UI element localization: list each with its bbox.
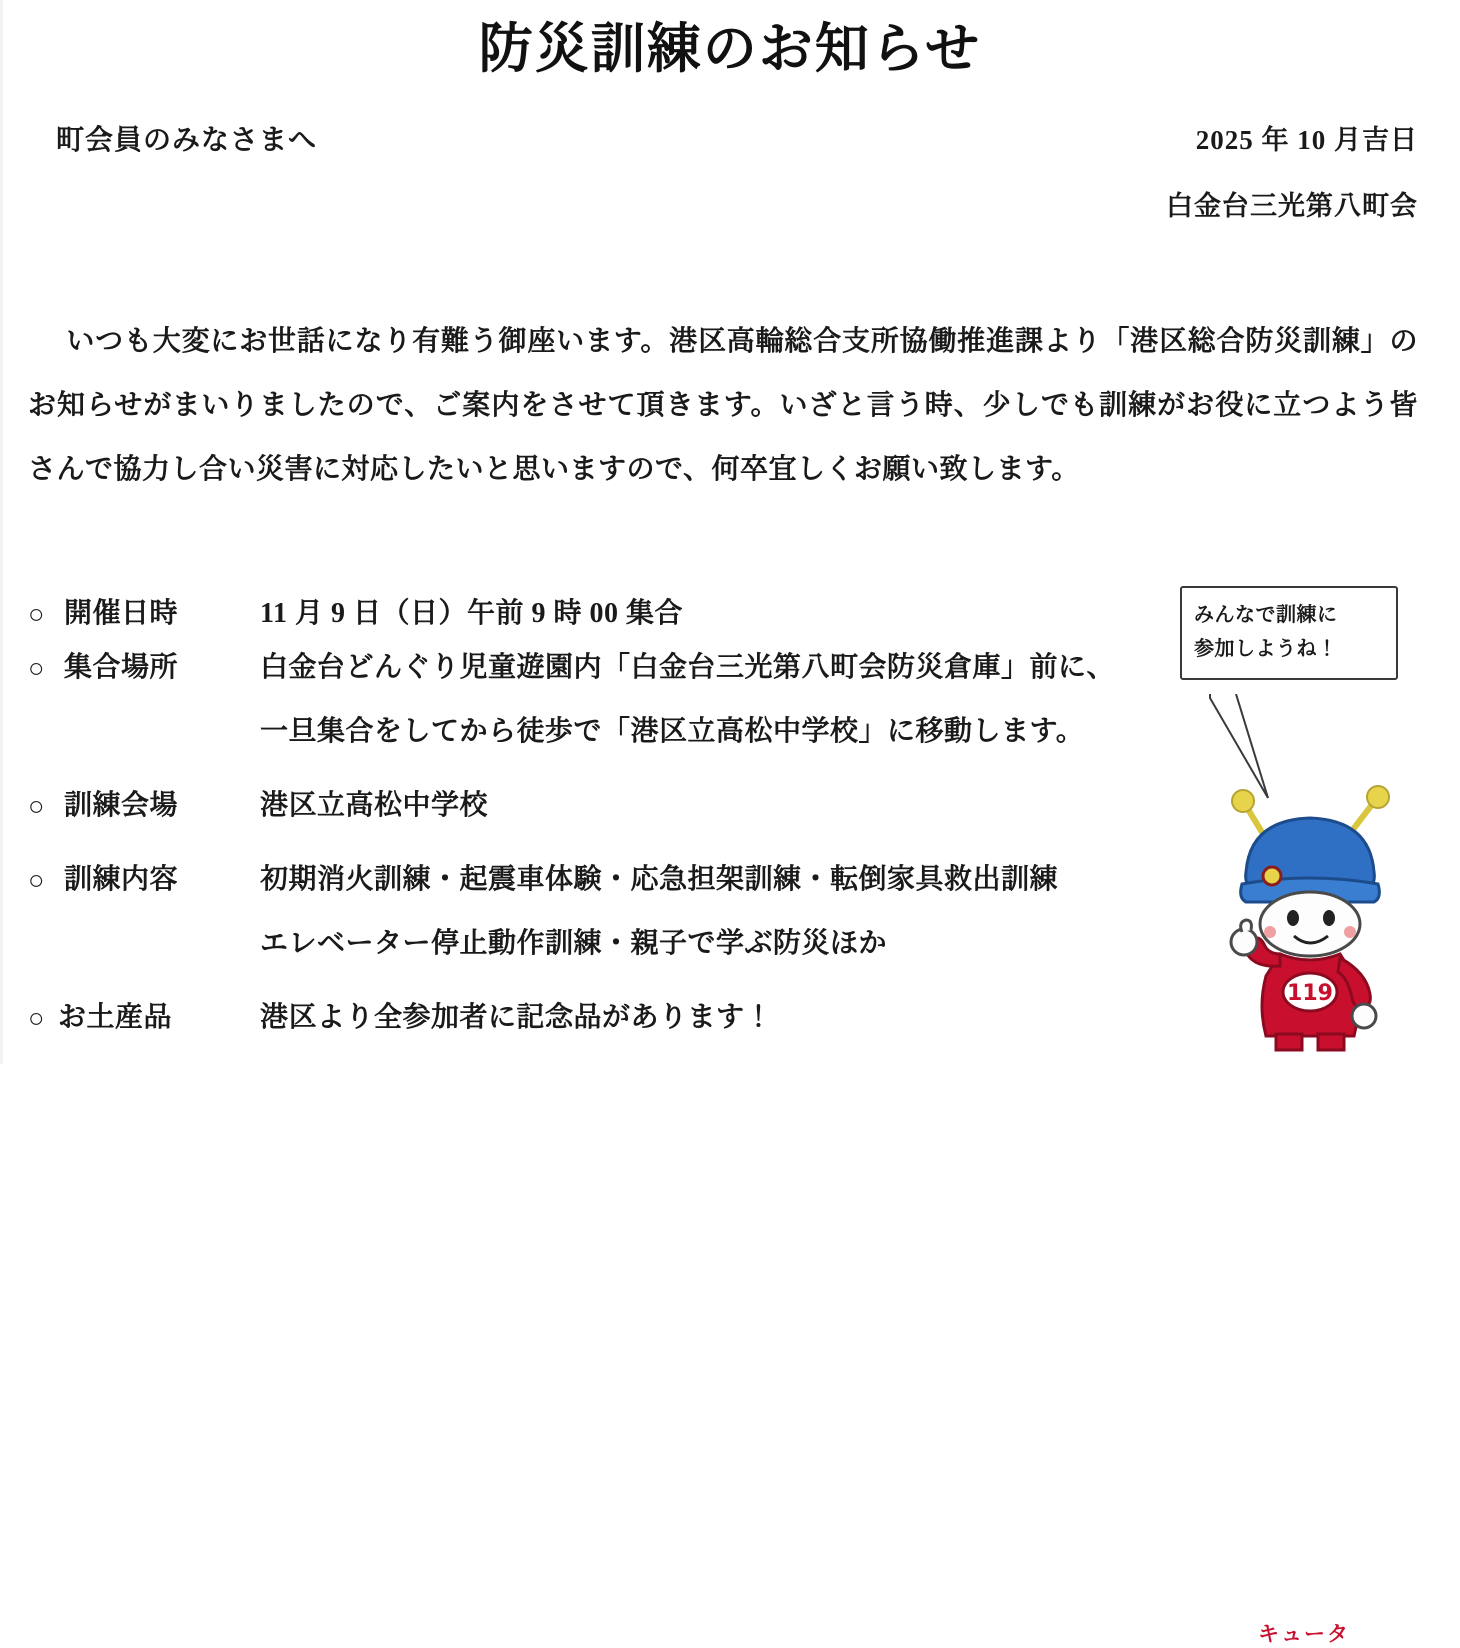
thumbs-up-hand-icon <box>1231 929 1257 955</box>
list-item-value-line2: エレベーター停止動作訓練・親子で学ぶ防災ほか <box>260 928 888 959</box>
leg-left-icon <box>1276 1034 1302 1050</box>
antenna-right-tip-icon <box>1367 786 1389 808</box>
badge-number: 119 <box>1287 981 1333 1006</box>
cheek-left-icon <box>1264 926 1276 938</box>
circle-bullet-icon: ○ <box>28 599 45 629</box>
list-item <box>28 996 1188 1040</box>
addressee-line: 町会員のみなさまへ <box>56 125 318 156</box>
list-item <box>28 784 1188 828</box>
list-item-label: 訓練会場 <box>64 790 179 821</box>
list-item-value <box>260 646 1188 754</box>
mascot-illustration <box>1180 586 1440 1646</box>
list-item-value-line1: 初期消火訓練・起震車体験・応急担架訓練・転倒家具救出訓練 <box>260 864 1059 895</box>
balloon-line-1: みんなで訓練に <box>1194 604 1338 626</box>
spacer <box>28 764 1188 784</box>
list-item-label: 集合場所 <box>64 652 179 683</box>
list-item <box>28 858 1188 966</box>
list-item-value-line2: 一旦集合をしてから徒歩で「港区立高松中学校」に移動します。 <box>260 716 1085 747</box>
list-item-value: 港区より全参加者に記念品があります！ <box>260 1002 774 1033</box>
details-list <box>28 592 1188 1050</box>
circle-bullet-icon: ○ <box>28 791 45 821</box>
body-paragraph-text: いつも大変にお世話になり有難う御座います。港区高輪総合支所協働推進課より「港区総合防災訓練」のお知らせがまいりましたので、ご案内をさせて頂きます。いざと言う時、少しでも訓練がお役に立つよう皆さんで協力し合い災害に対応したいと思いますので、何卒宜しくお願い致します。 <box>28 326 1418 485</box>
helmet-emblem-icon <box>1263 867 1281 885</box>
thumb-icon <box>1241 920 1252 932</box>
balloon-line-2: 参加しようね！ <box>1194 638 1338 660</box>
face-icon <box>1260 892 1360 956</box>
cheek-right-icon <box>1344 926 1356 938</box>
list-item <box>28 646 1188 754</box>
body-paragraph <box>28 310 1418 502</box>
circle-bullet-icon: ○ <box>28 865 45 895</box>
eye-left-icon <box>1287 910 1299 926</box>
date-line: 2025 年 10 月吉日 <box>1195 125 1418 155</box>
list-item <box>28 592 1188 636</box>
circle-bullet-icon: ○ <box>28 1003 45 1033</box>
list-item-label: 開催日時 <box>64 598 179 629</box>
list-item-value: 11 月 9 日（日）午前 9 時 00 集合 <box>260 598 683 629</box>
circle-bullet-icon: ○ <box>28 653 45 683</box>
spacer <box>28 838 1188 858</box>
list-item-label: 訓練内容 <box>64 864 179 895</box>
mascot-kyuta-figure <box>1198 776 1428 1056</box>
sender-line: 白金台三光第八町会 <box>1166 191 1418 221</box>
speech-balloon <box>1180 586 1398 680</box>
antenna-left-tip-icon <box>1232 790 1254 812</box>
eye-right-icon <box>1323 910 1335 926</box>
mascot-name-label: キュータ <box>1258 1622 1350 1646</box>
list-item-label: お土産品 <box>58 1002 173 1033</box>
leg-right-icon <box>1318 1034 1344 1050</box>
list-item-value <box>260 858 1188 966</box>
list-item-value: 港区立高松中学校 <box>260 790 489 821</box>
hand-right-icon <box>1352 1004 1376 1028</box>
page-title: 防災訓練のお知らせ <box>478 16 982 80</box>
list-item-value-line1: 白金台どんぐり児童遊園内「白金台三光第八町会防災倉庫」前に、 <box>260 652 1116 683</box>
scan-edge <box>0 0 3 1064</box>
spacer <box>28 976 1188 996</box>
